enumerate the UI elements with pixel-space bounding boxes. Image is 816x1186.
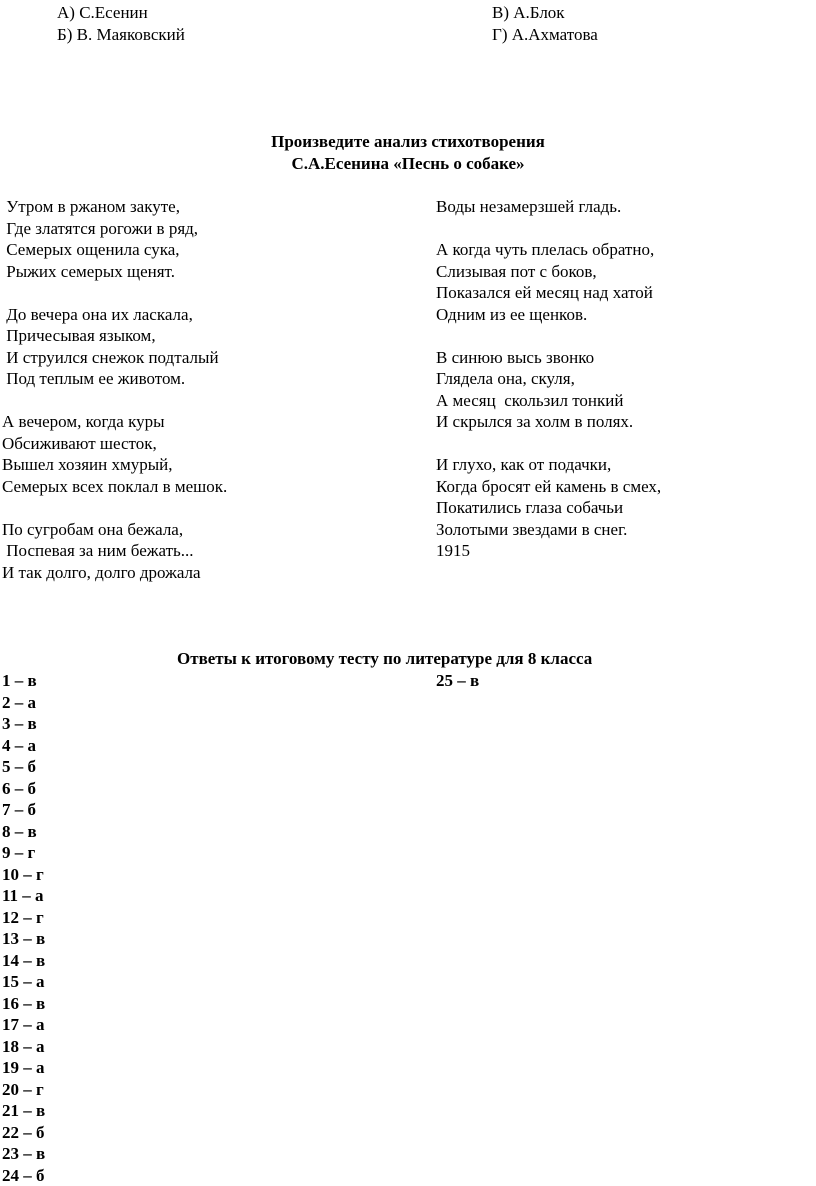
answer-item: 3 – в: [2, 714, 37, 733]
answers-left-column: [2, 670, 45, 1186]
task-title-line2: С.А.Есенина «Песнь о собаке»: [291, 154, 525, 173]
poem-line: Одним из ее щенков.: [436, 304, 588, 324]
answer-item: 16 – в: [2, 993, 46, 1013]
poem-line: В синюю высь звонко: [436, 347, 595, 367]
option-v: В) А.Блок: [492, 3, 565, 22]
answer-item: 23 – в: [2, 1144, 46, 1163]
task-title-line1: Произведите анализ стихотворения: [271, 132, 545, 151]
poem-line: Семерых всех поклал в мешок.: [2, 476, 228, 496]
poem-line: По сугробам она бежала,: [2, 519, 184, 539]
answer-item: 15 – а: [2, 972, 45, 991]
answer-item: 18 – а: [2, 1036, 45, 1056]
poem-line: 1915: [436, 541, 470, 560]
poem-right-column: [436, 196, 661, 562]
answer-item: 8 – в: [2, 821, 37, 841]
poem-line: Семерых ощенила сука,: [2, 240, 180, 259]
answer-item: 1 – в: [2, 671, 37, 690]
stanza-break: [2, 282, 227, 304]
stanza-break: [436, 433, 661, 455]
stanza-break: [2, 497, 227, 519]
answer-item: 4 – а: [2, 735, 36, 755]
answer-item: 13 – в: [2, 929, 46, 948]
poem-line: Воды незамерзшей гладь.: [436, 197, 622, 216]
poem-line: Покатились глаза собачьи: [436, 498, 624, 517]
poem-line: А месяц скользил тонкий: [436, 390, 624, 410]
poem-line: Рыжих семерых щенят.: [2, 261, 175, 281]
poem-left-column: [2, 196, 227, 583]
stanza-break: [436, 218, 661, 240]
answer-item: 6 – б: [2, 778, 36, 798]
poem-line: И струился снежок подталый: [2, 347, 219, 367]
poem-line: И глухо, как от подачки,: [436, 455, 612, 474]
option-b: Б) В. Маяковский: [57, 25, 185, 44]
answer-item: 5 – б: [2, 757, 36, 776]
answers-title: Ответы к итоговому тесту по литературе для 8 класса: [177, 649, 593, 668]
answer-item: 17 – а: [2, 1015, 45, 1034]
answer-item: 12 – г: [2, 907, 44, 927]
poem-line: Золотыми звездами в снег.: [436, 519, 628, 539]
poem-line: Вышел хозяин хмурый,: [2, 455, 173, 474]
poem-line: А вечером, когда куры: [2, 412, 165, 431]
answer-item: 14 – в: [2, 950, 46, 970]
poem-line: Обсиживают шесток,: [2, 433, 157, 453]
poem-line: Где златятся рогожи в ряд,: [2, 218, 199, 238]
poem-line: Причесывая языком,: [2, 326, 156, 345]
poem-line: До вечера она их ласкала,: [2, 304, 193, 324]
option-a: А) С.Есенин: [57, 3, 148, 22]
answers-right-column: [436, 670, 479, 692]
poem-line: И так долго, долго дрожала: [2, 562, 201, 582]
poem-line: Показался ей месяц над хатой: [436, 283, 653, 302]
stanza-break: [2, 390, 227, 412]
poem-line: Слизывая пот с боков,: [436, 261, 597, 281]
answer-item: 25 – в: [436, 671, 480, 690]
answer-item: 10 – г: [2, 864, 44, 884]
answer-item: 20 – г: [2, 1079, 44, 1099]
answer-item: 7 – б: [2, 800, 36, 819]
answer-item: 24 – б: [2, 1165, 45, 1185]
poem-line: Утром в ржаном закуте,: [2, 197, 180, 216]
answer-item: 11 – а: [2, 886, 44, 905]
poem-line: Когда бросят ей камень в смех,: [436, 476, 662, 496]
poem-line: Глядела она, скуля,: [436, 369, 575, 388]
option-g: Г) А.Ахматова: [492, 25, 598, 44]
poem-line: А когда чуть плелась обратно,: [436, 240, 655, 259]
poem-line: Поспевая за ним бежать...: [2, 541, 194, 560]
answer-item: 21 – в: [2, 1101, 46, 1120]
stanza-break: [436, 325, 661, 347]
answer-item: 22 – б: [2, 1122, 45, 1142]
answer-item: 9 – г: [2, 843, 36, 862]
answer-item: 2 – а: [2, 692, 36, 712]
poem-line: Под теплым ее животом.: [2, 369, 186, 388]
answer-item: 19 – а: [2, 1058, 45, 1077]
poem-line: И скрылся за холм в полях.: [436, 412, 634, 431]
